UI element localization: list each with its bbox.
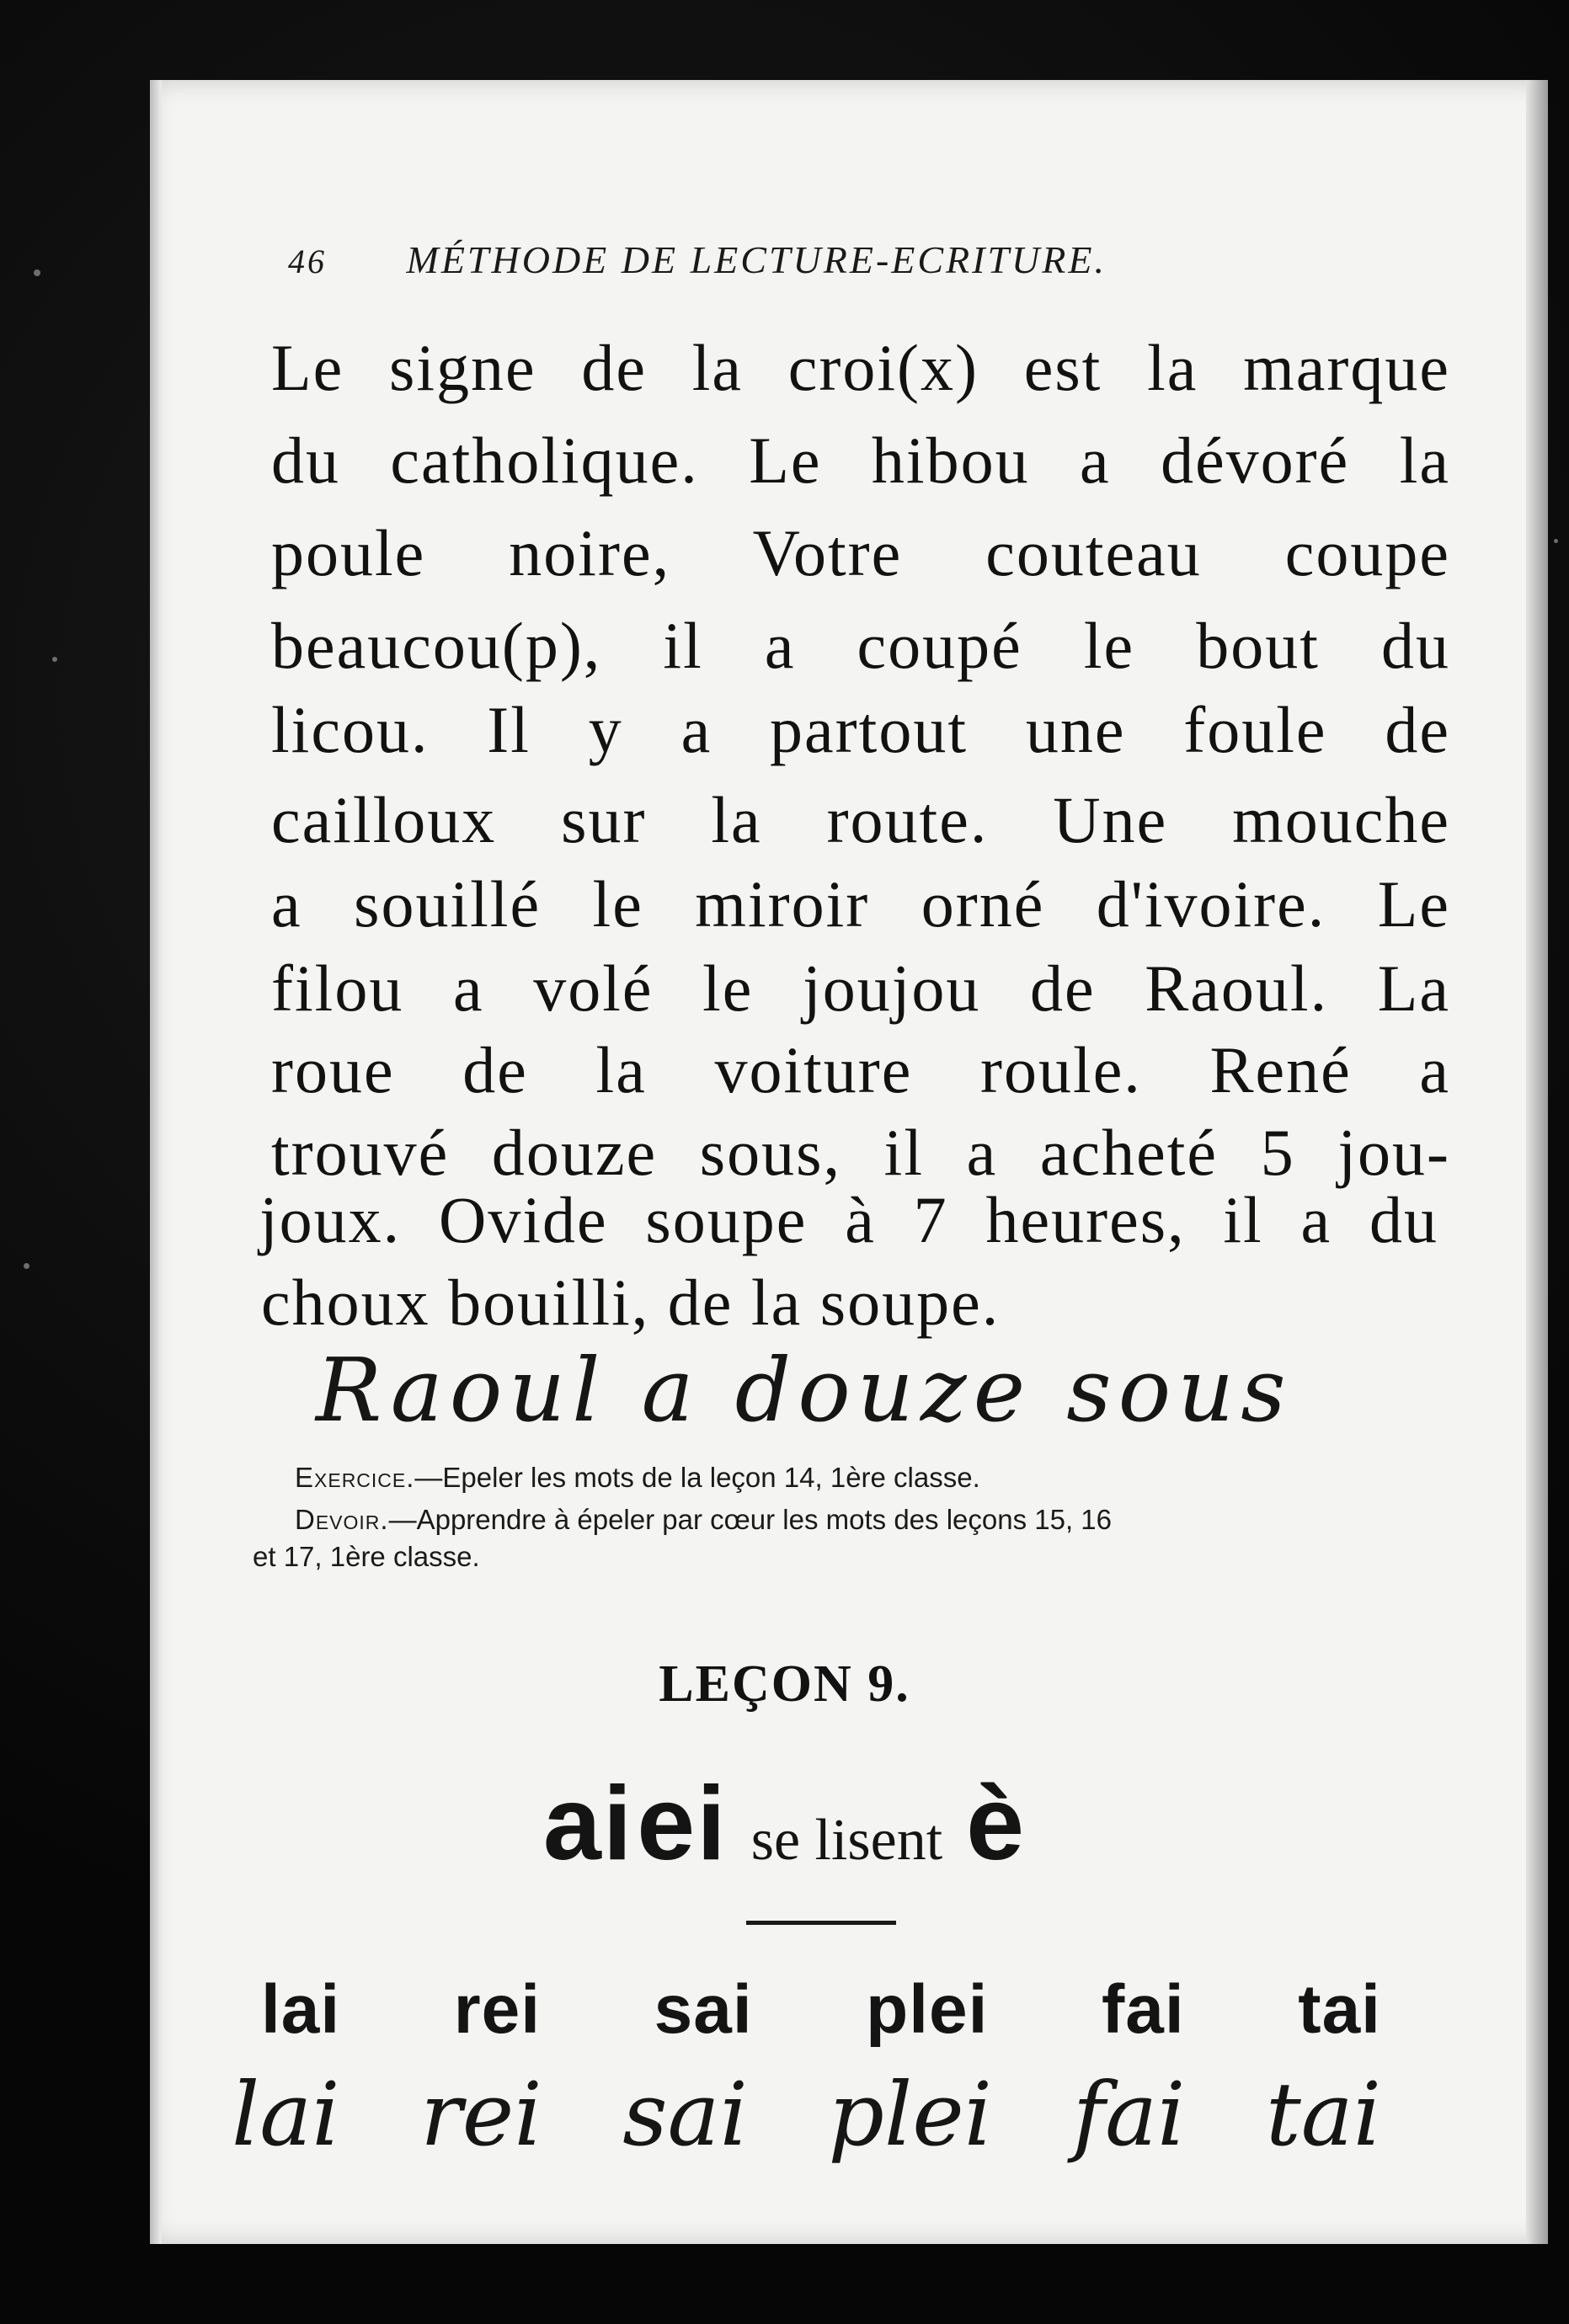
- syllable: tai: [1298, 1971, 1381, 2048]
- dust-speck: [1554, 539, 1558, 543]
- page-edge-shadow: [1526, 80, 1548, 2244]
- digraph-ei: ei: [637, 1766, 728, 1882]
- syllable: plei: [866, 1971, 989, 2048]
- body-line: cailloux sur la route. Une mouche: [271, 783, 1450, 856]
- dust-speck: [52, 657, 57, 662]
- script-syllable: rei: [420, 2063, 542, 2166]
- body-line: a souillé le miroir orné d'ivoire. Le: [271, 867, 1450, 941]
- script-syllable: fai: [1072, 2063, 1186, 2166]
- body-line: licou. Il y a partout une foule de: [271, 693, 1450, 766]
- digraph-phrase: se lisent: [750, 1808, 943, 1873]
- exercice-label: Exercice.: [295, 1462, 415, 1493]
- dust-speck: [34, 269, 40, 276]
- separator-rule: [746, 1921, 896, 1925]
- running-header: [288, 237, 1400, 282]
- script-syllable-row: [232, 2063, 1381, 2166]
- body-line: roue de la voiture roule. René a: [271, 1033, 1450, 1106]
- lesson-title: LEÇON 9.: [659, 1655, 910, 1713]
- page-number: 46: [288, 243, 327, 280]
- devoir-note: [295, 1504, 1474, 1536]
- body-line: joux. Ovide soupe à 7 heures, il a du: [259, 1183, 1438, 1256]
- body-line: beaucou(p), il a coupé le bout du: [271, 609, 1450, 682]
- script-syllable: sai: [622, 2063, 748, 2166]
- body-line: choux bouilli, de la soupe.: [261, 1266, 1001, 1339]
- syllable: sai: [654, 1971, 753, 2048]
- cursive-sentence: Raoul a douze sous: [316, 1339, 1293, 1442]
- syllable: rei: [453, 1971, 542, 2048]
- syllable: lai: [261, 1971, 341, 2048]
- body-line: du catholique. Le hibou a dévoré la: [271, 424, 1450, 497]
- body-line: trouvé douze sous, il a acheté 5 jou-: [271, 1116, 1450, 1189]
- syllable: fai: [1102, 1971, 1185, 2048]
- exercice-note: [295, 1462, 1474, 1494]
- body-line: Le signe de la croi(x) est la marque: [271, 331, 1450, 404]
- syllable-row: [261, 1970, 1381, 2049]
- digraph-heading: [0, 1764, 1569, 1884]
- devoir-text: —Apprendre à épeler par cœur les mots des leçons 15, 16: [388, 1504, 1113, 1535]
- page-binding-shadow: [150, 80, 162, 2244]
- script-syllable: tai: [1265, 2063, 1381, 2166]
- body-line: filou a volé le joujou de Raoul. La: [271, 951, 1450, 1025]
- digraph-ai: ai: [542, 1766, 634, 1882]
- devoir-continuation: et 17, 1ère classe.: [253, 1541, 480, 1572]
- devoir-label: Devoir.: [295, 1504, 389, 1535]
- exercice-text: —Epeler les mots de la leçon 14, 1ère classe.: [414, 1462, 980, 1493]
- digraph-sound: è: [966, 1766, 1027, 1882]
- dust-speck: [24, 1263, 29, 1269]
- running-title: MÉTHODE DE LECTURE-ECRITURE.: [406, 238, 1107, 281]
- body-line: poule noire, Votre couteau coupe: [271, 516, 1450, 589]
- script-syllable: lai: [232, 2063, 340, 2166]
- script-syllable: plei: [828, 2063, 993, 2166]
